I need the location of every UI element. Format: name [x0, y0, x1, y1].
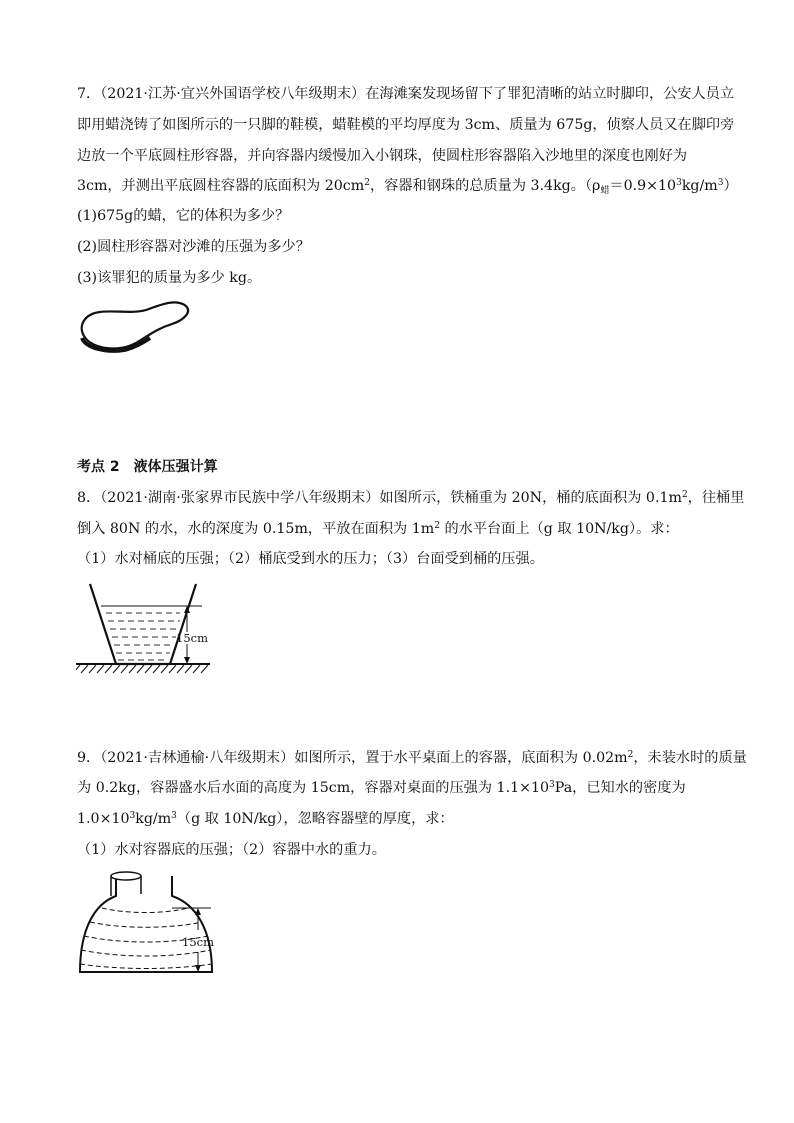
container-neck-top [111, 872, 141, 880]
q9-line-1-part-a: 9．（2021·吉林通榆·八年级期末）如图所示，置于水平桌面上的容器，底面积为 0.02m [77, 750, 628, 766]
q9-line-3 [77, 809, 454, 829]
q9-line-3-part-a: 1.0×10 [77, 811, 130, 827]
depth-arrowhead-down [184, 657, 190, 664]
q7-line-4-part-b: ，容器和钢珠的总质量为 3.4kg。（ρ [369, 178, 601, 194]
q7-line-4-sub: 蜡 [600, 186, 610, 196]
bucket-figure [76, 576, 212, 676]
q8-line-1-sup: 2 [681, 490, 688, 500]
q9-line-1-part-b: ，未装水时的质量 [633, 750, 747, 766]
bucket-outline [90, 584, 196, 664]
section-heading: 考点 2 液体压强计算 [77, 459, 218, 475]
bucket-depth-label: 15cm [176, 631, 208, 645]
height-arrowhead-up [195, 908, 201, 915]
q8-line-1-part-a: 8．（2021·湖南·张家界市民族中学八年级期末）如图所示，铁桶重为 20N，桶的底面积为 0.1m [77, 490, 682, 506]
q7-line-1: 7．（2021·江苏·宜兴外国语学校八年级期末）在海滩案发现场留下了罪犯清晰的站立时脚印，公安人员立 [77, 86, 735, 102]
q7-line-4 [77, 176, 738, 196]
container-height-label: 15cm [182, 935, 214, 949]
q9-line-3-sup-2: 3 [171, 811, 177, 821]
q7-subquestion-3: (3)该罪犯的质量为多少 kg。 [77, 270, 262, 286]
q8-line-2 [77, 519, 679, 539]
q7-line-3: 边放一个平底圆柱形容器，并向容器内缓慢加入小钢珠，使圆柱形容器陷入沙地里的深度也刚好为 [77, 148, 688, 164]
q7-subquestion-2: (2)圆柱形容器对沙滩的压强为多少？ [77, 239, 310, 255]
q9-line-2-sup: 3 [549, 780, 555, 790]
q8-line-1 [77, 488, 744, 508]
q7-line-4-sup-3: 3 [717, 178, 724, 188]
container-figure [76, 866, 226, 982]
q7-line-4-part-d: kg/m [681, 178, 718, 194]
q9-line-1 [77, 748, 747, 768]
q7-line-2: 即用蜡浇铸了如图所示的一只脚的鞋模，蜡鞋模的平均厚度为 3cm、质量为 675g，侦察人员又在脚印旁 [77, 117, 735, 133]
shoe-mold-outline [82, 302, 188, 348]
q9-line-3-part-c: （g 取 10N/kg），忽略容器壁的厚度，求： [176, 811, 454, 827]
ground-hatching [76, 665, 208, 673]
q8-line-2-sup: 2 [434, 521, 440, 531]
q7-line-4-part-a: 3cm，并测出平底圆柱容器的底面积为 20cm [77, 178, 365, 194]
q9-line-3-sup: 3 [129, 811, 136, 821]
q9-line-2-part-a: 为 0.2kg，容器盛水后水面的高度为 15cm，容器对桌面的压强为 1.1×10 [77, 780, 550, 796]
q8-line-3: （1）水对桶底的压强；（2）桶底受到水的压力；（3）台面受到桶的压强。 [77, 551, 544, 567]
q8-line-2-part-a: 倒入 80N 的水，水的深度为 0.15m，平放在面积为 1m [77, 521, 435, 537]
shoe-mold-figure [76, 298, 192, 354]
q9-line-1-sup: 2 [627, 750, 634, 760]
q8-line-1-part-b: ，往桶里 [687, 490, 745, 506]
water-dashes [106, 613, 180, 660]
q9-line-4: （1）水对容器底的压强；（2）容器中水的重力。 [77, 842, 386, 858]
q9-line-3-part-b: kg/m [135, 811, 172, 827]
q7-subquestion-1: (1)675g的蜡，它的体积为多少？ [77, 208, 290, 224]
q9-line-2 [77, 778, 686, 798]
q7-line-4-part-c: ＝0.9×10 [609, 178, 677, 194]
q7-line-4-sup: 2 [364, 178, 370, 188]
q8-line-2-part-b: 的水平台面上（g 取 10N/kg）。求： [439, 521, 679, 537]
q7-line-4-part-e: ） [723, 178, 738, 194]
q9-line-2-part-b: Pa，已知水的密度为 [554, 780, 686, 796]
q7-line-4-sup-2: 3 [676, 178, 682, 188]
